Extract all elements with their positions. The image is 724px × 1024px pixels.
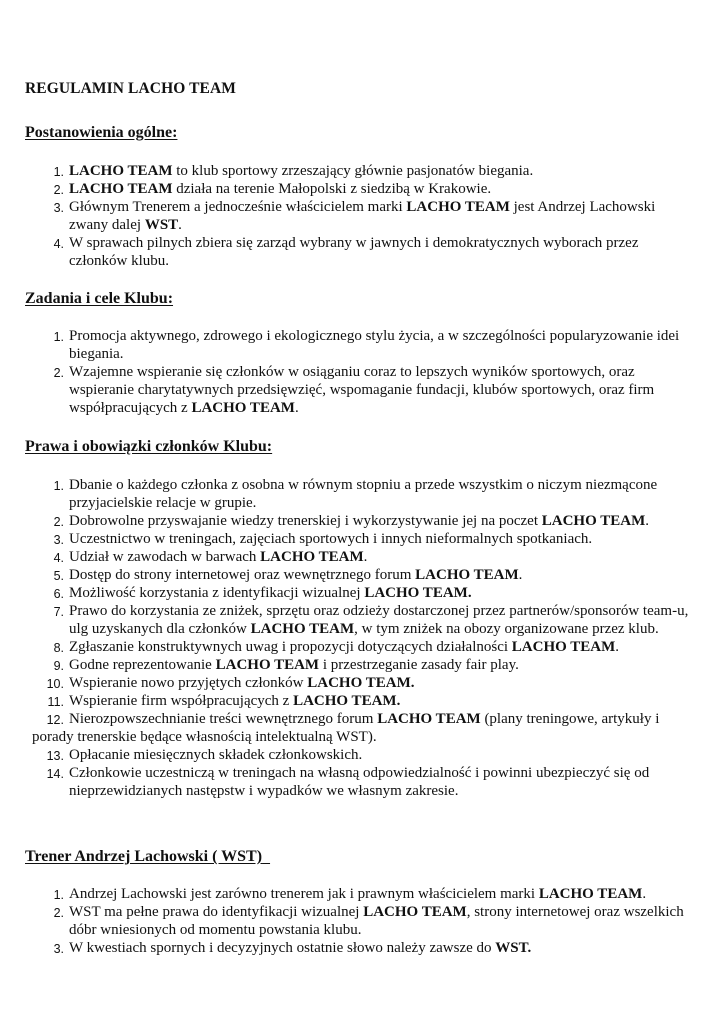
item-number: 3. — [53, 201, 64, 215]
list-item: 12. Nierozpowszechnianie treści wewnętrznego forum LACHO TEAM (plany treningowe, artykuły i porady trenerskie będące własnością intelektualną WST). — [0, 710, 690, 746]
brand-name: LACHO TEAM — [364, 585, 468, 601]
list-item: 3. Uczestnictwo w treningach, zajęciach sportowych i innych nieformalnych spotkaniach. — [0, 530, 690, 548]
section-heading-general: Postanowienia ogólne: — [25, 124, 178, 141]
list-item: 5. Dostęp do strony internetowej oraz wewnętrznego forum LACHO TEAM. — [0, 566, 690, 584]
brand-name: LACHO TEAM — [307, 675, 411, 691]
list-item: 13. Opłacanie miesięcznych składek członkowskich. — [0, 746, 690, 764]
section-heading-coach: Trener Andrzej Lachowski ( WST) — [25, 848, 263, 865]
item-number: 5. — [53, 569, 64, 583]
general-list — [0, 162, 690, 270]
list-item: 1. Promocja aktywnego, zdrowego i ekologicznego stylu życia, a w szczególności popularyzowanie idei biegania. — [0, 327, 690, 363]
list-item: 9. Godne reprezentowanie LACHO TEAM i przestrzeganie zasady fair play. — [0, 656, 690, 674]
list-item: 10. Wspieranie nowo przyjętych członków LACHO TEAM. — [0, 674, 690, 692]
brand-name: LACHO TEAM — [191, 400, 295, 416]
section-heading-rights: Prawa i obowiązki członków Klubu: — [25, 438, 273, 455]
list-item: 1. Andrzej Lachowski jest zarówno trenerem jak i prawnym właścicielem marki LACHO TEAM. — [0, 885, 690, 903]
document-title: REGULAMIN LACHO TEAM — [25, 80, 236, 97]
list-item: 4. W sprawach pilnych zbiera się zarząd wybrany w jawnych i demokratycznych wyborach przez członków klubu. — [0, 234, 690, 270]
item-number: 3. — [53, 533, 64, 547]
section-heading-goals: Zadania i cele Klubu: — [25, 290, 174, 307]
brand-name: LACHO TEAM — [511, 639, 616, 655]
brand-name: LACHO TEAM — [293, 693, 397, 709]
list-item: 2. Wzajemne wspieranie się członków w osiąganiu coraz to lepszych wyników sportowych, oraz wspieranie charytatywnych przedsięwzięć, wspomaganie fundacji, klubów sportowych, oraz firm współpracujących z LACHO TEAM. — [0, 363, 690, 417]
list-item: 7. Prawo do korzystania ze zniżek, sprzętu oraz odzieży dostarczonej przez partnerów/sponsorów team-u, ulg uzyskanych dla członków LACHO TEAM, w tym zniżek na obozy organizowane przez klub. — [0, 602, 690, 638]
item-number: 1. — [53, 165, 64, 179]
item-number: 2. — [53, 515, 64, 529]
item-number: 1. — [53, 330, 64, 344]
brand-name: LACHO TEAM — [377, 711, 481, 727]
item-number: 9. — [53, 659, 64, 673]
item-number: 1. — [53, 888, 64, 902]
list-item: 6. Możliwość korzystania z identyfikacji wizualnej LACHO TEAM. — [0, 584, 690, 602]
brand-name: LACHO TEAM — [538, 886, 643, 902]
brand-name: LACHO TEAM — [541, 513, 646, 529]
list-item: 1. Dbanie o każdego członka z osobna w równym stopniu a przede wszystkim o niczym niezmącone przyjacielskie relacje w grupie. — [0, 476, 690, 512]
coach-list — [0, 885, 690, 957]
item-number: 12. — [46, 713, 64, 727]
list-item: 8. Zgłaszanie konstruktywnych uwag i propozycji dotyczących działalności LACHO TEAM. — [0, 638, 690, 656]
brand-name: LACHO TEAM — [69, 181, 173, 197]
item-number: 11. — [47, 695, 64, 709]
item-number: 8. — [53, 641, 64, 655]
item-number: 4. — [53, 551, 64, 565]
brand-name: LACHO TEAM — [363, 904, 467, 920]
item-number: 4. — [53, 237, 64, 251]
item-number: 14. — [46, 767, 64, 781]
brand-name: LACHO TEAM — [215, 657, 320, 673]
item-number: 6. — [53, 587, 64, 601]
brand-name: LACHO TEAM — [69, 163, 173, 179]
item-number: 3. — [53, 942, 64, 956]
list-item: 2. WST ma pełne prawa do identyfikacji wizualnej LACHO TEAM, strony internetowej oraz wszelkich dóbr wniesionych od momentu powstania klubu. — [0, 903, 690, 939]
list-item: 3. Głównym Trenerem a jednocześnie właścicielem marki LACHO TEAM jest Andrzej Lachowski zwany dalej WST. — [0, 198, 690, 234]
brand-name: LACHO TEAM — [406, 199, 510, 215]
list-item: 11. Wspieranie firm współpracujących z LACHO TEAM. — [0, 692, 690, 710]
list-item: 3. W kwestiach spornych i decyzyjnych ostatnie słowo należy zawsze do WST. — [0, 939, 690, 957]
list-item: 2. LACHO TEAM działa na terenie Małopolski z siedzibą w Krakowie. — [0, 180, 690, 198]
item-number: 1. — [53, 479, 64, 493]
brand-name: LACHO TEAM — [260, 549, 364, 565]
item-number: 2. — [53, 906, 64, 920]
item-number: 2. — [53, 366, 64, 380]
list-item: 4. Udział w zawodach w barwach LACHO TEAM. — [0, 548, 690, 566]
item-number: 10. — [46, 677, 64, 691]
list-item: 1. LACHO TEAM to klub sportowy zrzeszający głównie pasjonatów biegania. — [0, 162, 690, 180]
list-item: 14. Członkowie uczestniczą w treningach na własną odpowiedzialność i powinni ubezpieczyć się od nieprzewidzianych następstw i wypadków we własnym zakresie. — [0, 764, 690, 800]
brand-name: LACHO TEAM — [250, 621, 355, 637]
item-number: 2. — [53, 183, 64, 197]
item-number: 7. — [53, 605, 64, 619]
goals-list — [0, 327, 690, 417]
rights-list — [0, 476, 690, 800]
list-item: 2. Dobrowolne przyswajanie wiedzy trenerskiej i wykorzystywanie jej na poczet LACHO TEAM. — [0, 512, 690, 530]
item-number: 13. — [46, 749, 64, 763]
brand-name: LACHO TEAM — [415, 567, 519, 583]
